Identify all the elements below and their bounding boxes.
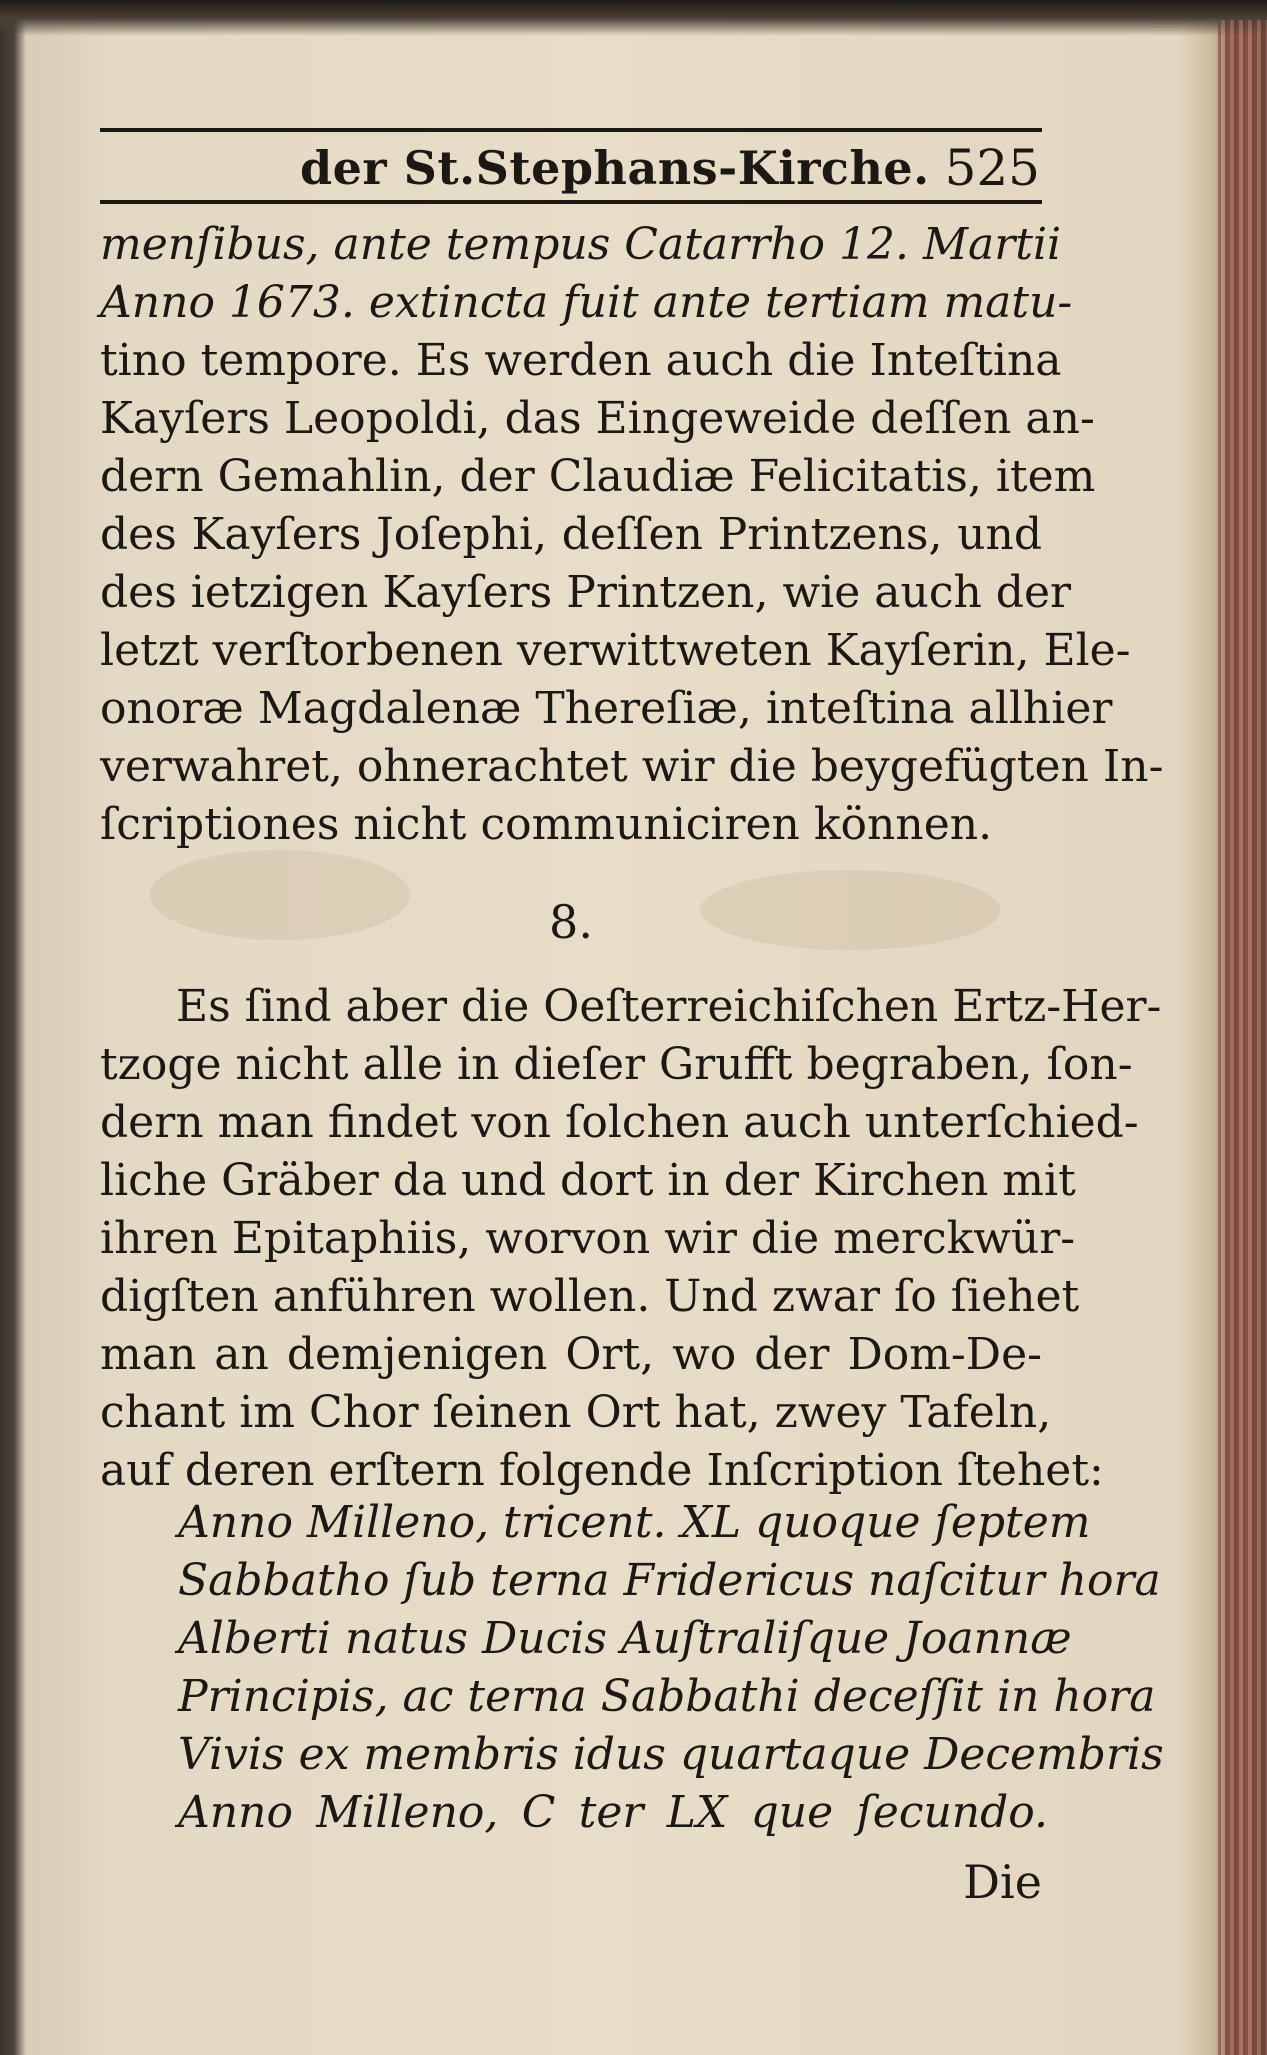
header-rule-bottom xyxy=(100,200,1042,204)
text-line: tino tempore. Es werden auch die Inteſtina xyxy=(100,335,1062,386)
header-rule-top xyxy=(100,128,1042,132)
text-line: chant im Chor ſeinen Ort hat, zwey Tafeln, xyxy=(100,1387,1052,1438)
inscription-line: Principis, ac terna Sabbathi deceſſit in hora xyxy=(178,1671,1156,1722)
running-head: der St.Stephans-Kirche. xyxy=(300,141,930,195)
text-line: Es ſind aber die Oeſterreichiſchen Ertz-Her- xyxy=(176,981,1162,1032)
text-line: Anno 1673. extincta fuit ante tertiam matu- xyxy=(100,277,1073,328)
inscription-line: Alberti natus Ducis Auſtraliſque Joannæ xyxy=(178,1613,1072,1664)
text-line: des ietzigen Kayſers Printzen, wie auch der xyxy=(100,567,1072,618)
text-line: Kayſers Leopoldi, das Eingeweide deſſen an- xyxy=(100,393,1095,444)
text-line: auf deren erſtern folgende Inſcription ſtehet: xyxy=(100,1445,1104,1496)
text-line: digſten anführen wollen. Und zwar ſo ſiehet xyxy=(100,1271,1080,1322)
text-line: onoræ Magdalenæ Thereſiæ, inteſtina allhier xyxy=(100,683,1113,734)
inscription-line: Anno Milleno, C ter LX que ſecundo. xyxy=(178,1787,1048,1838)
text-line: tzoge nicht alle in dieſer Grufft begraben, ſon- xyxy=(100,1039,1133,1090)
text-line: letzt verſtorbenen verwittweten Kayſerin, Ele- xyxy=(100,625,1131,676)
text-line: dern man findet von ſolchen auch unterſchied- xyxy=(100,1097,1139,1148)
section-number: 8. xyxy=(549,895,593,949)
text-line: liche Gräber da und dort in der Kirchen mit xyxy=(100,1155,1076,1206)
text-line: man an demjenigen Ort, wo der Dom-De- xyxy=(100,1329,1042,1380)
text-line: dern Gemahlin, der Claudiæ Felicitatis, item xyxy=(100,451,1096,502)
text-line: verwahret, ohnerachtet wir die beygefügten In- xyxy=(100,741,1164,792)
inscription-line: Sabbatho ſub terna Fridericus naſcitur hora xyxy=(178,1555,1161,1606)
paragraph-continued xyxy=(100,216,1164,854)
catchword: Die xyxy=(963,1855,1042,1909)
text-line: ſcriptiones nicht communiciren können. xyxy=(100,799,993,850)
inscription-line: Anno Milleno, tricent. XL quoque ſeptem xyxy=(178,1497,1091,1548)
text-line: ihren Epitaphiis, worvon wir die merckwür- xyxy=(100,1213,1076,1264)
paragraph-section-8 xyxy=(100,978,1162,1500)
text-line: menſibus, ante tempus Catarrho 12. Martii xyxy=(100,219,1062,270)
latin-inscription xyxy=(178,1494,1164,1842)
inscription-line: Vivis ex membris idus quartaque Decembris xyxy=(178,1729,1164,1780)
page-number: 525 xyxy=(944,139,1040,197)
text-line: des Kayſers Joſephi, deſſen Printzens, und xyxy=(100,509,1042,560)
